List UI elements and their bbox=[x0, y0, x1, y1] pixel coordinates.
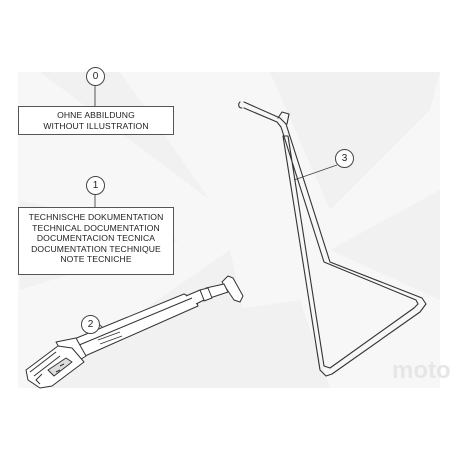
callout-3-number: 3 bbox=[341, 153, 348, 164]
watermark-text: moto bbox=[392, 357, 451, 384]
callout-1-number: 1 bbox=[92, 180, 99, 191]
box-1-line-1: TECHNISCHE DOKUMENTATION bbox=[28, 212, 164, 222]
box-1-line-4: DOCUMENTATION TECHNIQUE bbox=[31, 243, 161, 254]
callout-3 bbox=[335, 149, 354, 168]
technical-documentation-box bbox=[18, 207, 174, 275]
box-0-line-1: OHNE ABBILDUNG bbox=[57, 110, 135, 120]
box-1-line-2: TECHNICAL DOCUMENTATION bbox=[32, 222, 160, 233]
callout-2-number: 2 bbox=[87, 319, 94, 330]
callout-2 bbox=[81, 315, 100, 334]
box-0-line-2: WITHOUT ILLUSTRATION bbox=[43, 120, 149, 131]
without-illustration-box bbox=[18, 106, 174, 135]
callout-0 bbox=[86, 67, 105, 86]
box-1-line-3: DOCUMENTACION TECNICA bbox=[36, 233, 156, 244]
callout-0-number: 0 bbox=[92, 71, 99, 82]
box-1-line-5: NOTE TECNICHE bbox=[60, 254, 132, 265]
callout-1 bbox=[86, 176, 105, 195]
